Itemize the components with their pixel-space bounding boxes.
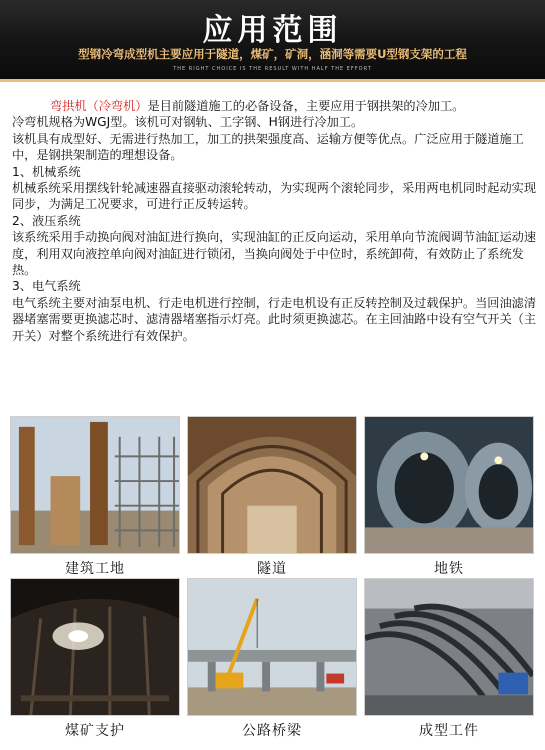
page-subtitle: 型钢冷弯成型机主要应用于隧道，煤矿，矿洞，涵洞等需要U型钢支架的工程 — [78, 47, 467, 61]
intro-text: 是目前隧道施工的必备设备，主要应用于钢拱架的冷加工。 — [147, 99, 465, 113]
spec-paragraph: 冷弯机规格为WGJ型。该机可对钢轨、工字钢、H钢进行冷加工。 — [12, 115, 364, 130]
caption-tunnel: 隧道 — [257, 561, 287, 577]
advantage-paragraph: 该机具有成型好、无需进行热加工，加工的拱架强度高、运输方便等优点。广泛应用于隧道施工中，是钢拱架制造的理想设备。 — [12, 131, 524, 163]
header-banner — [0, 0, 545, 82]
application-gallery — [0, 410, 545, 750]
caption-coal-mine: 煤矿支护 — [65, 723, 125, 739]
construction-site-photo — [10, 416, 180, 554]
section-heading-mechanical: 1、机械系统 — [12, 164, 81, 179]
section-heading-electrical: 3、电气系统 — [12, 279, 81, 294]
caption-subway: 地铁 — [434, 561, 464, 577]
section-body-mechanical: 机械系统采用摆线针轮减速器直接驱动滚轮转动，为实现两个滚轮同步，采用两电机同时起动实现同步，为满足工况要求，可进行正反转运转。 — [12, 181, 537, 212]
caption-formed-workpiece: 成型工件 — [419, 723, 479, 739]
page-title: 应用范围 — [202, 13, 343, 48]
product-name: 弯拱机（冷弯机） — [50, 99, 148, 113]
highway-bridge-photo — [187, 578, 357, 716]
tunnel-photo — [187, 416, 357, 554]
subway-photo — [364, 416, 534, 554]
section-body-electrical: 电气系统主要对油泵电机、行走电机进行控制，行走电机设有正反转控制及过载保护。当回油滤清器堵塞需要更换滤芯时、滤清器堵塞指示灯亮。此时须更换滤芯。在主回油路中设有空气开关（主开关）对整个系统进行有效保护。 — [12, 295, 537, 343]
caption-highway-bridge: 公路桥梁 — [242, 723, 302, 739]
coal-mine-photo — [10, 578, 180, 716]
formed-workpiece-photo — [364, 578, 534, 716]
description-body — [12, 98, 538, 344]
slogan: THE RIGHT CHOICE IS THE RESULT WITH HALF THE EFFORT — [173, 66, 372, 72]
section-body-hydraulic: 该系统采用手动换向阀对油缸进行换向，实现油缸的正反向运动，采用单向节流阀调节油缸运动速度，利用双向液控单向阀对油缸进行锁闭，当换向阀处于中位时，系统卸荷，有效防止了系统发热。 — [12, 230, 537, 278]
intro-paragraph — [12, 98, 538, 114]
caption-construction-site: 建筑工地 — [65, 561, 125, 577]
section-heading-hydraulic: 2、液压系统 — [12, 213, 81, 228]
